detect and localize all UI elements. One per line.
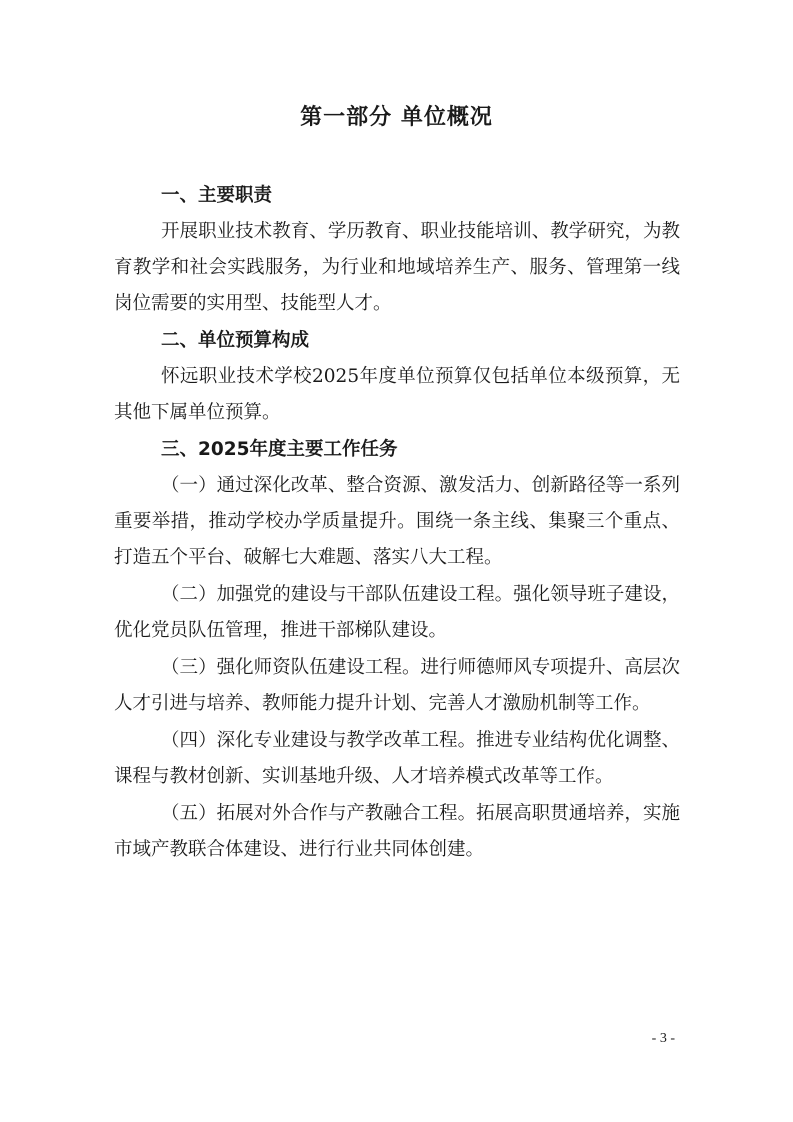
paragraph-task-2: （二）加强党的建设与干部队伍建设工程。强化领导班子建设，优化党员队伍管理，推进干部梯队建设。 [114,584,680,641]
document-body [114,178,680,868]
paragraph-task-4: （四）深化专业建设与教学改革工程。推进专业结构优化调整、课程与教材创新、实训基地升级、人才培养模式改革等工作。 [114,730,680,787]
paragraph-budget-composition: 怀远职业技术学校2025年度单位预算仅包括单位本级预算，无其他下属单位预算。 [114,366,680,423]
paragraph-task-3: （三）强化师资队伍建设工程。进行师德师风专项提升、高层次人才引进与培养、教师能力提升计划、完善人才激励机制等工作。 [114,657,680,714]
paragraph-duties: 开展职业技术教育、学历教育、职业技能培训、教学研究，为教育教学和社会实践服务，为行业和地域培养生产、服务、管理第一线岗位需要的实用型、技能型人才。 [114,221,680,314]
paragraph-task-5: （五）拓展对外合作与产教融合工程。拓展高职贯通培养，实施市域产教联合体建设、进行行业共同体创建。 [114,803,680,860]
paragraph-task-1: （一）通过深化改革、整合资源、激发活力、创新路径等一系列重要举措，推动学校办学质量提升。围绕一条主线、集聚三个重点、打造五个平台、破解七大难题、落实八大工程。 [114,475,680,568]
section-heading-budget-composition: 二、单位预算构成 [161,330,310,351]
section-heading-duties: 一、主要职责 [161,185,273,206]
page-title: 第一部分 单位概况 [300,105,493,130]
section-heading-main-tasks: 三、2025年度主要工作任务 [161,439,398,460]
page-number: - 3 - [651,1031,675,1046]
